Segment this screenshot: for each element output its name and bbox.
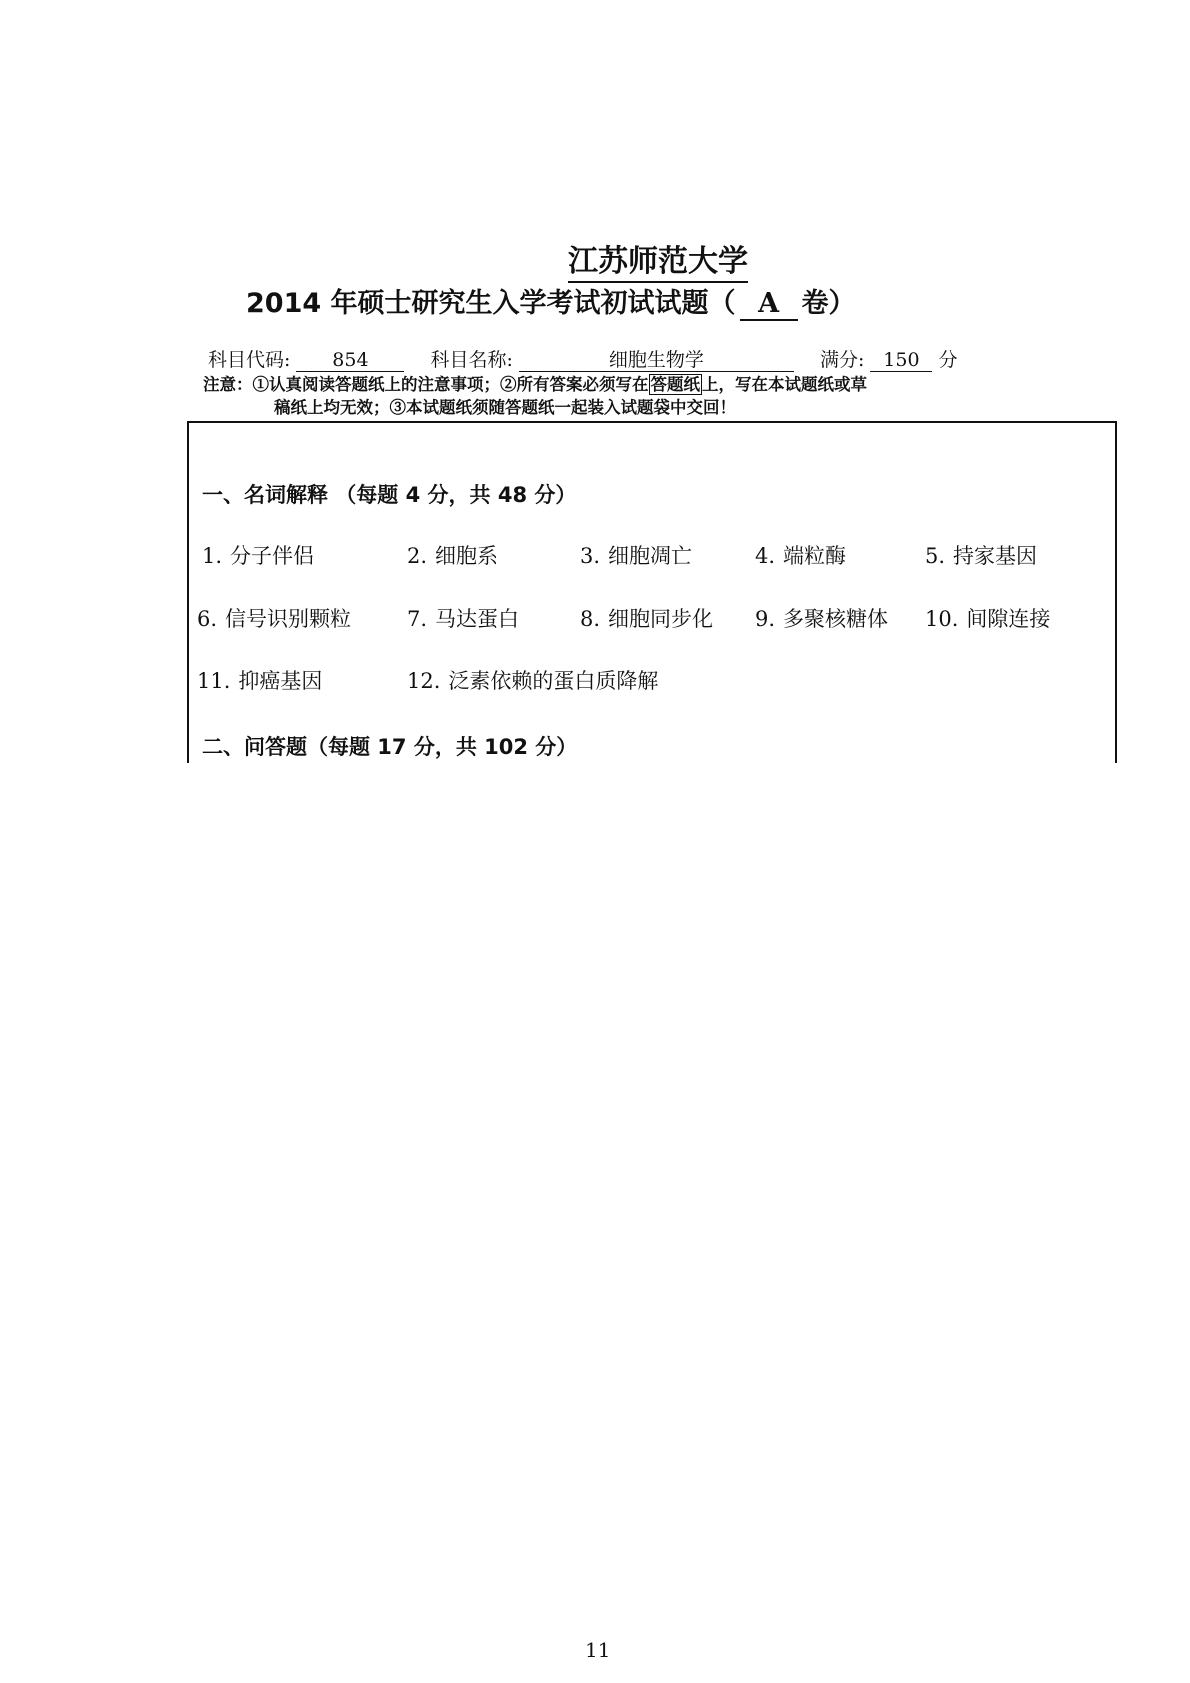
- term-item: 6. 信号识别颗粒: [197, 607, 352, 631]
- university-name: 江苏师范大学: [568, 236, 748, 283]
- full-score: 150: [870, 350, 932, 372]
- notice-line-1: 注意：①认真阅读答题纸上的注意事项；②所有答案必须写在 答题纸 上，写在本试题纸或草: [203, 375, 867, 394]
- term-item: 3. 细胞凋亡: [580, 544, 693, 568]
- score-label: 满分:: [820, 349, 865, 371]
- code-label: 科目代码:: [208, 349, 291, 371]
- subject-info: [208, 345, 957, 372]
- page-number: 11: [585, 1638, 611, 1662]
- exam-title: [246, 281, 856, 321]
- subject-code: 854: [296, 350, 404, 372]
- subject-name: 细胞生物学: [519, 350, 794, 372]
- notice-line-2: 稿纸上均无效；③本试题纸须随答题纸一起装入试题袋中交回！: [274, 398, 736, 417]
- term-item: 1. 分子伴侣: [202, 544, 315, 568]
- term-item: 5. 持家基因: [925, 544, 1038, 568]
- name-label: 科目名称:: [430, 349, 513, 371]
- title-prefix: 2014 年硕士研究生入学考试初试试题（: [246, 288, 736, 319]
- paper-version: A: [740, 288, 798, 321]
- title-suffix: 卷）: [801, 288, 856, 319]
- term-item: 8. 细胞同步化: [580, 607, 714, 631]
- term-item: 4. 端粒酶: [755, 544, 847, 568]
- term-item: 7. 马达蛋白: [407, 607, 520, 631]
- boxed-answer-sheet: 答题纸: [650, 375, 700, 394]
- section-1-heading: 一、名词解释 （每题 4 分，共 48 分）: [202, 483, 577, 507]
- term-item: 12. 泛素依赖的蛋白质降解: [407, 669, 659, 693]
- term-item: 9. 多聚核糖体: [755, 607, 889, 631]
- term-item: 11. 抑癌基因: [197, 669, 323, 693]
- score-unit: 分: [938, 349, 958, 371]
- exam-notice: [203, 373, 1063, 419]
- term-item: 10. 间隙连接: [925, 607, 1051, 631]
- term-item: 2. 细胞系: [407, 544, 499, 568]
- section-2-heading: 二、问答题（每题 17 分，共 102 分）: [202, 735, 578, 759]
- question-frame: [187, 421, 1117, 763]
